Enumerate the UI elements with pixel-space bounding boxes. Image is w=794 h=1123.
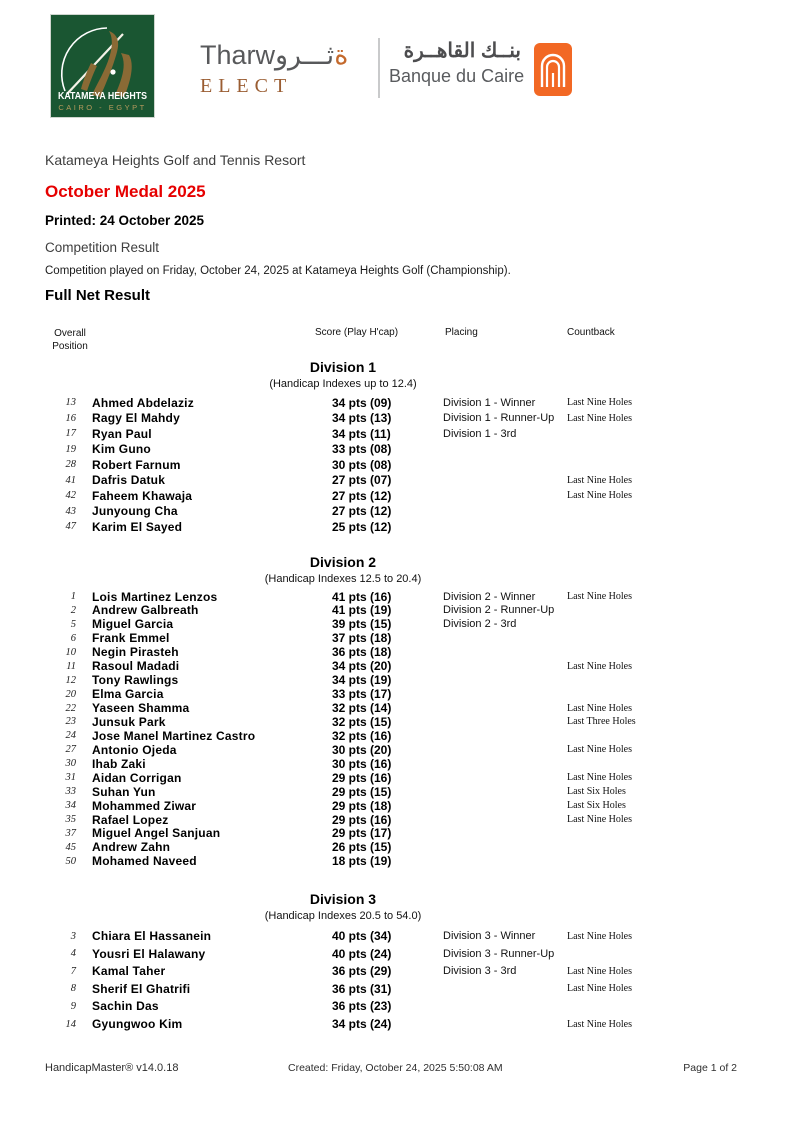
cell-score: 18 pts (19) [332,854,392,869]
cell-countback: Last Nine Holes [567,983,632,995]
cell-countback: Last Nine Holes [567,702,632,714]
cell-pos: 6 [70,632,76,644]
cell-score: 29 pts (18) [332,798,392,813]
result-row [45,826,749,840]
cell-name: Sherif El Ghatrifi [92,981,191,996]
result-row [45,504,749,520]
cell-countback: Last Nine Holes [567,772,632,784]
cell-score: 34 pts (19) [332,673,392,688]
cell-score: 36 pts (29) [332,964,392,979]
katameya-logo-title: KATAMEYA HEIGHTS [58,91,147,102]
header-position: Position [52,341,88,352]
cell-pos: 4 [70,948,76,960]
cell-name: Frank Emmel [92,631,170,646]
cell-countback: Last Nine Holes [567,474,632,486]
cell-name: Tony Rawlings [92,673,179,688]
division-rows [45,395,749,535]
cell-score: 34 pts (13) [332,411,392,426]
resort-name: Katameya Heights Golf and Tennis Resort [45,152,306,168]
cell-pos: 14 [65,1018,76,1030]
cell-name: Miguel Angel Sanjuan [92,826,221,841]
cell-pos: 47 [65,521,76,533]
cell-pos: 20 [65,688,76,700]
cell-countback: Last Nine Holes [567,930,632,942]
cell-pos: 45 [65,841,76,853]
cell-score: 40 pts (24) [332,946,392,961]
cell-score: 34 pts (20) [332,659,392,674]
cell-score: 34 pts (09) [332,395,392,410]
cell-pos: 33 [65,786,76,798]
result-row [45,771,749,785]
division-rows [45,590,749,869]
footer-page-number: Page 1 of 2 [683,1062,737,1074]
cell-name: Gyungwoo Kim [92,1017,183,1032]
cell-countback: Last Nine Holes [567,1018,632,1030]
cell-pos: 1 [70,591,76,602]
result-row [45,1015,749,1033]
cell-name: Yaseen Shamma [92,701,190,715]
cell-score: 34 pts (11) [332,426,391,441]
cell-score: 41 pts (16) [332,589,392,604]
cell-pos: 16 [65,412,76,424]
result-row [45,673,749,687]
tharwa-elect-logo [200,40,375,102]
cell-placing: Division 3 - 3rd [443,965,517,978]
result-row [45,473,749,489]
footer-software-version: HandicapMaster® v14.0.18 [45,1062,179,1074]
cell-score: 29 pts (17) [332,826,392,841]
cell-score: 27 pts (07) [332,473,392,488]
result-row [45,645,749,659]
result-row [45,687,749,701]
cell-countback: Last Nine Holes [567,397,632,409]
cell-score: 34 pts (24) [332,1017,392,1032]
cell-score: 30 pts (08) [332,457,392,472]
cell-score: 33 pts (08) [332,442,392,457]
cell-placing: Division 2 - Runner-Up [443,604,555,617]
cell-name: Junyoung Cha [92,504,178,519]
cell-countback: Last Nine Holes [567,490,632,502]
result-row [45,799,749,813]
document-type: Competition Result [45,240,160,255]
result-row [45,715,749,729]
printed-date: Printed: 24 October 2025 [45,213,205,228]
cell-pos: 23 [65,716,76,728]
cell-score: 36 pts (23) [332,999,392,1014]
cell-pos: 13 [65,397,76,409]
division-rows [45,927,749,1033]
cell-pos: 3 [70,930,76,942]
cell-pos: 9 [70,1000,76,1012]
result-row [45,631,749,645]
cell-pos: 8 [70,983,76,995]
cell-name: Junsuk Park [92,714,166,729]
result-row [45,488,749,504]
cell-name: Ahmed Abdelaziz [92,395,194,410]
banque-arabic-text: بنــك القاهــرة [403,40,521,62]
cell-pos: 11 [66,660,76,672]
header-score: Score (Play H'cap) [315,327,399,338]
tharwa-wordmark [200,40,375,70]
result-row [45,519,749,535]
cell-countback: Last Nine Holes [567,591,632,602]
result-row [45,998,749,1016]
cell-pos: 7 [70,965,76,977]
cell-score: 30 pts (16) [332,756,392,771]
cell-name: Rasoul Madadi [92,659,180,674]
cell-pos: 42 [65,490,76,502]
section-title: Full Net Result [45,287,151,304]
cell-name: Karim El Sayed [92,519,183,534]
competition-title: October Medal 2025 [45,182,206,201]
cell-name: Antonio Ojeda [92,742,177,757]
cell-name: Kamal Taher [92,964,166,979]
result-row [45,743,749,757]
division-title: Division 2 [309,553,377,570]
result-row [45,785,749,799]
result-row [45,927,749,945]
result-row [45,659,749,673]
cell-name: Dafris Datuk [92,473,166,488]
cell-pos: 24 [65,730,76,742]
cell-name: Mohammed Ziwar [92,798,197,813]
cell-score: 32 pts (15) [332,714,392,729]
column-headers [45,327,749,355]
division-title: Division 3 [309,891,377,908]
katameya-logo-subtitle: CAIRO - EGYPT [58,103,147,112]
cell-pos: 37 [65,827,76,839]
cell-countback: Last Three Holes [567,716,636,728]
result-row [45,411,749,427]
cell-score: 40 pts (34) [332,929,392,944]
cell-score: 37 pts (18) [332,631,392,646]
result-row [45,962,749,980]
cell-countback: Last Nine Holes [567,744,632,756]
result-row [45,840,749,854]
cell-score: 25 pts (12) [332,519,392,534]
cell-name: Elma Garcia [92,687,164,702]
cell-name: Miguel Garcia [92,617,174,632]
cell-pos: 31 [65,772,76,784]
division-block [45,552,749,869]
division-subtitle: (Handicap Indexes 12.5 to 20.4) [264,572,422,585]
played-line: Competition played on Friday, October 24, 2025 at Katameya Heights Golf (Championship). [45,265,511,277]
result-row [45,945,749,963]
tharwa-latin-text: Tharw [200,40,276,70]
banque-du-caire-logo [378,38,525,98]
katameya-heights-logo [50,14,155,118]
cell-pos: 5 [70,618,76,630]
cell-name: Chiara El Hassanein [92,929,212,944]
cell-placing: Division 1 - 3rd [443,427,517,440]
cell-pos: 2 [70,604,76,616]
division-title: Division 1 [309,359,377,375]
cell-pos: 22 [65,702,76,714]
result-row [45,813,749,827]
cell-name: Ihab Zaki [92,756,146,771]
cell-score: 33 pts (17) [332,687,392,702]
result-row [45,701,749,715]
cell-placing: Division 1 - Runner-Up [443,412,555,425]
cell-countback: Last Nine Holes [567,814,632,825]
result-row [45,729,749,743]
cell-placing: Division 2 - 3rd [443,618,517,631]
cell-pos: 34 [65,800,76,812]
cell-score: 26 pts (15) [332,840,392,855]
cell-score: 32 pts (16) [332,728,392,743]
cell-name: Robert Farnum [92,457,181,472]
cell-countback: Last Six Holes [567,800,626,812]
tharwa-elect-text: ELECT [200,75,293,97]
cell-pos: 12 [65,674,76,686]
cell-score: 29 pts (16) [332,770,392,785]
katameya-logo-text [51,91,154,113]
header-overall-position [45,327,95,353]
cell-pos: 41 [65,474,76,486]
cell-placing: Division 3 - Runner-Up [443,947,555,960]
result-row [45,617,749,631]
division-subtitle: (Handicap Indexes up to 12.4) [269,378,417,390]
cell-placing: Division 3 - Winner [443,930,536,943]
cell-name: Faheem Khawaja [92,488,193,503]
cell-pos: 28 [65,459,76,471]
result-row [45,395,749,411]
cell-countback: Last Nine Holes [567,412,632,424]
cell-score: 39 pts (15) [332,617,392,632]
cell-name: Yousri El Halawany [92,946,206,961]
cell-name: Negin Pirasteh [92,645,179,660]
cell-score: 36 pts (31) [332,981,392,996]
divisions [45,357,749,1033]
cell-name: Lois Martinez Lenzos [92,589,218,604]
cell-score: 29 pts (15) [332,784,392,799]
banque-latin-text: Banque du Caire [389,66,525,86]
header-countback: Countback [567,327,615,338]
cell-score: 36 pts (18) [332,645,392,660]
result-row [45,590,749,604]
cell-placing: Division 2 - Winner [443,590,536,603]
cell-name: Sachin Das [92,999,159,1014]
result-row [45,757,749,771]
cell-name: Andrew Zahn [92,840,171,855]
result-row [45,980,749,998]
cell-pos: 50 [65,855,76,867]
cell-score: 27 pts (12) [332,488,392,503]
cell-name: Jose Manel Martinez Castro [92,728,256,743]
cell-placing: Division 1 - Winner [443,396,536,409]
cell-countback: Last Nine Holes [567,965,632,977]
cell-countback: Last Six Holes [567,786,626,798]
cell-name: Rafael Lopez [92,812,169,827]
header-placing: Placing [445,327,478,338]
cell-countback: Last Nine Holes [567,660,632,672]
cell-score: 29 pts (16) [332,812,392,827]
banque-arch-icon [534,43,572,96]
cell-score: 41 pts (19) [332,603,392,618]
header-overall: Overall [54,328,86,339]
footer-created-timestamp: Created: Friday, October 24, 2025 5:50:08 AM [288,1062,503,1074]
tharwa-arabic-accent: ة [334,40,349,70]
division-subtitle: (Handicap Indexes 20.5 to 54.0) [264,910,422,923]
division-block [45,889,749,1033]
result-row [45,603,749,617]
cell-pos: 43 [65,505,76,517]
cell-name: Ryan Paul [92,426,152,441]
cell-pos: 35 [65,814,76,825]
cell-score: 27 pts (12) [332,504,392,519]
cell-pos: 17 [65,428,76,440]
cell-name: Andrew Galbreath [92,603,199,618]
result-row [45,426,749,442]
cell-score: 30 pts (20) [332,742,392,757]
cell-name: Aidan Corrigan [92,770,182,785]
cell-name: Mohamed Naveed [92,854,197,869]
tharwa-arabic-text: ثـــرو [275,40,335,70]
cell-pos: 19 [65,443,76,455]
cell-score: 32 pts (14) [332,701,392,715]
result-row [45,457,749,473]
cell-name: Kim Guno [92,442,151,457]
cell-name: Ragy El Mahdy [92,411,180,426]
cell-pos: 30 [65,758,76,770]
cell-pos: 10 [65,646,76,658]
cell-name: Suhan Yun [92,784,156,799]
result-row [45,854,749,868]
division-block [45,357,749,535]
result-row [45,442,749,458]
cell-pos: 27 [65,744,76,756]
